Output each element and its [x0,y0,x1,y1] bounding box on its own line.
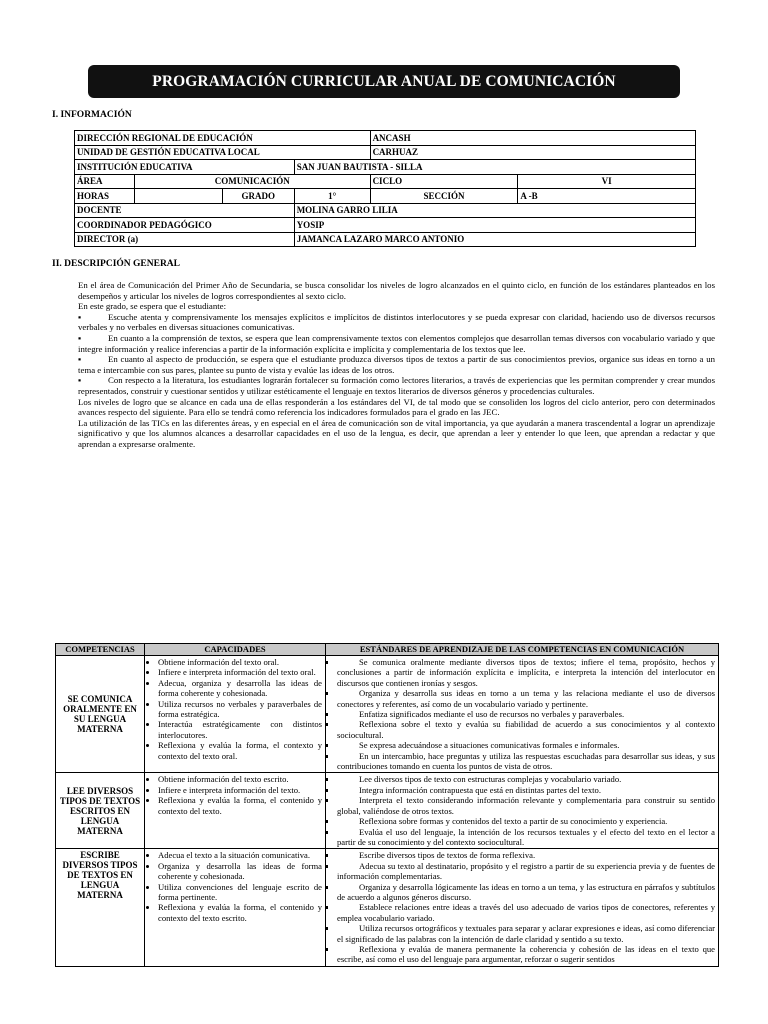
list-item: ▪ Organiza y desarrolla lógicamente las ideas en torno a un tema, y las estructura en párrafos y subtítulos de acuerdo a algunos géneros discurso. [337,882,715,903]
ciclo-value: VI [518,174,696,189]
table-header-row [56,644,719,656]
list-item: ▪ Evalúa el uso del lenguaje, la intención de los recursos textuales y el efecto del texto en el lector a partir de su conocimiento y del contexto sociocultural. [337,827,715,848]
list-item [78,375,715,396]
ugel-label: UNIDAD DE GESTIÓN EDUCATIVA LOCAL [75,145,371,160]
description-bullet-list [78,312,715,397]
list-item [78,312,715,333]
area-value: COMUNICACIÓN [134,174,370,189]
horas-value [134,189,222,204]
capacidades-cell [145,849,326,966]
list-item: ▪ Reflexiona sobre formas y contenidos del texto a partir de su conocimiento y experiencia. [337,816,715,826]
competencias-table [55,643,719,967]
section-heading-descripcion: II. DESCRIPCIÓN GENERAL [52,259,181,269]
competencia-name: SE COMUNICA ORALMENTE EN SU LENGUA MATERNA [56,656,145,773]
seccion-label: SECCIÓN [370,189,518,204]
description-paragraph: La utilización de las TICs en las diferentes áreas, y en especial en el área de comunicación son de vital importancia, ya que ayudarán a manera trascendental a lograr un aprendizaje significativo y que los alumnos alcances a desarrollar capacidades en el uso de la lengua, es decir, que aprendan a leer y entender lo que leen, que aprendan a redactar y que aprendan a expresarse oralmente. [78,417,715,449]
coordinador-label: COORDINADOR PEDAGÓGICO [75,218,295,233]
list-item-text: Con respecto a la literatura, los estudiantes lograrán fortalecer su formación como lectores literarios, a través de experiencias que les permitan comprender y crear mundos representados, construir y cuestionar sentidos y utilizar estéticamente el lenguaje en textos literarios de diversos géneros y procedencias culturales. [78,375,715,396]
list-item-text: Escuche atenta y comprensivamente los mensajes explícitos e implícitos de distintos interlocutores y se pueda expresar con claridad, haciendo uso de diversos recursos verbales y no verbales en diversas situaciones comunicativas. [78,311,715,333]
ie-value: SAN JUAN BAUTISTA - SILLA [294,160,695,175]
column-header: ESTÁNDARES DE APRENDIZAJE DE LAS COMPETENCIAS EN COMUNICACIÓN [326,644,719,656]
table-row [56,656,719,773]
info-row-director [75,232,696,247]
list-item: • Obtiene información del texto escrito. [158,774,322,784]
page-title: PROGRAMACIÓN CURRICULAR ANUAL DE COMUNICACIÓN [88,65,680,98]
grado-value: 1° [294,189,370,204]
ciclo-label: CICLO [370,174,518,189]
ie-label: INSTITUCIÓN EDUCATIVA [75,160,295,175]
list-item: • Adecua el texto a la situación comunicativa. [158,850,322,860]
estandares-cell [326,849,719,966]
director-value: JAMANCA LAZARO MARCO ANTONIO [294,232,695,247]
table-row [56,849,719,966]
list-item: • Organiza y desarrolla las ideas de forma coherente y cohesionada. [158,861,322,882]
list-item: • Interactúa estratégicamente con distintos interlocutores. [158,719,322,740]
description-paragraph: En el área de Comunicación del Primer Año de Secundaria, se busca consolidar los niveles de logro alcanzados en el quinto ciclo, en función de los estándares planteados en los desempeños y articular los niveles de logros correspondientes al sexto ciclo. [78,280,715,301]
list-item: • Reflexiona y evalúa la forma, el contexto y contexto del texto oral. [158,740,322,761]
competencia-name: ESCRIBE DIVERSOS TIPOS DE TEXTOS EN LENGUA MATERNA [56,849,145,966]
list-item: ▪ Se expresa adecuándose a situaciones comunicativas formales e informales. [337,740,715,750]
list-item: • Reflexiona y evalúa la forma, el contenido y contexto del texto. [158,795,322,816]
list-item: • Reflexiona y evalúa la forma, el contenido y contexto del texto escrito. [158,902,322,923]
ugel-value: CARHUAZ [370,145,695,160]
info-row-dre [75,131,696,146]
docente-label: DOCENTE [75,203,295,218]
list-item: • Utiliza convenciones del lenguaje escrito de forma pertinente. [158,882,322,903]
list-item: ▪ En un intercambio, hace preguntas y utiliza las respuestas escuchadas para desarrollar sus ideas, y sus contribuciones tomando en cuenta los puntos de vista de otros. [337,751,715,772]
list-item: ▪ Utiliza recursos ortográficos y textuales para separar y aclarar expresiones e ideas, así como diferenciar el significado de las palabras con la intención de darle claridad y sentido a su texto. [337,923,715,944]
dre-label: DIRECCIÓN REGIONAL DE EDUCACIÓN [75,131,371,146]
area-label: ÁREA [75,174,135,189]
table-row [56,773,719,849]
list-item: • Adecua, organiza y desarrolla las ideas de forma coherente y cohesionada. [158,678,322,699]
competencia-name: LEE DIVERSOS TIPOS DE TEXTOS ESCRITOS EN LENGUA MATERNA [56,773,145,849]
estandares-cell [326,656,719,773]
list-item-text: En cuanto a la comprensión de textos, se espera que lean comprensivamente textos con elementos complejos que desarrollan temas diversos con vocabulario variado y que integre información y realice inferencias a partir de la información explícita e implícita y complementaria de los textos que lee. [78,332,715,354]
seccion-value: A -B [518,189,696,204]
bullet-icon: ▪ [78,311,82,322]
list-item [78,354,715,375]
info-row-coordinador [75,218,696,233]
coordinador-value: YOSIP [294,218,695,233]
info-row-ie [75,160,696,175]
list-item: ▪ Escribe diversos tipos de textos de forma reflexiva. [337,850,715,860]
list-item: • Infiere e interpreta información del texto oral. [158,667,322,677]
list-item-text: En cuanto al aspecto de producción, se espera que el estudiante produzca diversos tipos de textos a partir de sus conocimientos previos, organice sus ideas en torno a un tema e intercambie con sus pares, plantee su punto de vista y evalúe las ideas de los otros. [78,354,715,375]
list-item: ▪ Organiza y desarrolla sus ideas en torno a un tema y las relaciona mediante el uso de diversos conectores y referentes, así como de un vocabulario variado y pertinente. [337,688,715,709]
column-header: COMPETENCIAS [56,644,145,656]
list-item: ▪ Enfatiza significados mediante el uso de recursos no verbales y paraverbales. [337,709,715,719]
list-item: ▪ Reflexiona y evalúa de manera permanente la coherencia y cohesión de las ideas en el texto que escribe, así como el uso del lenguaje para argumentar, reforzar o sugerir sentidos [337,944,715,965]
bullet-icon: ▪ [78,375,82,386]
list-item: ▪ Integra información contrapuesta que está en distintas partes del texto. [337,785,715,795]
section-heading-informacion: I. INFORMACIÓN [52,110,132,120]
bullet-icon: ▪ [78,354,82,365]
list-item: ▪ Interpreta el texto considerando información relevante y complementaria para construir su sentido global, valiéndose de otros textos. [337,795,715,816]
list-item: • Utiliza recursos no verbales y paraverbales de forma estratégica. [158,699,322,720]
list-item [78,333,715,354]
grado-label: GRADO [222,189,294,204]
list-item: • Obtiene información del texto oral. [158,657,322,667]
list-item: ▪ Adecua su texto al destinatario, propósito y el registro a partir de su experiencia previa y de fuentes de información complementarias. [337,861,715,882]
docente-value: MOLINA GARRO LILIA [294,203,695,218]
info-row-area [75,174,696,189]
list-item: ▪ Reflexiona sobre el texto y evalúa su fiabilidad de acuerdo a sus conocimientos y al contexto sociocultural. [337,719,715,740]
dre-value: ANCASH [370,131,695,146]
list-item: ▪ Se comunica oralmente mediante diversos tipos de textos; infiere el tema, propósito, hechos y conclusiones a partir de información explícita e implícita, e interpreta la intención del interlocutor en discursos que contienen ironías y sesgos. [337,657,715,688]
bullet-icon: ▪ [78,332,82,343]
capacidades-cell [145,656,326,773]
list-item: ▪ Establece relaciones entre ideas a través del uso adecuado de varios tipos de conectores, referentes y emplea vocabulario variado. [337,902,715,923]
column-header: CAPACIDADES [145,644,326,656]
capacidades-cell [145,773,326,849]
info-table [74,130,696,247]
info-row-docente [75,203,696,218]
estandares-cell [326,773,719,849]
list-item: ▪ Lee diversos tipos de texto con estructuras complejas y vocabulario variado. [337,774,715,784]
description-paragraph: Los niveles de logro que se alcance en cada una de ellas responderán a los estándares del VI, de tal modo que se consoliden los logros del ciclo anterior, pero con determinados avances respecto del siguiente. Para ello se tendrá como referencia los indicadores formulados para el grado en las JEC. [78,396,715,418]
description-block [78,280,715,450]
director-label: DIRECTOR (a) [75,232,295,247]
info-row-ugel [75,145,696,160]
list-item: • Infiere e interpreta información del texto. [158,785,322,795]
info-row-horas [75,189,696,204]
description-paragraph: En este grado, se espera que el estudiante: [78,301,227,312]
horas-label: HORAS [75,189,135,204]
